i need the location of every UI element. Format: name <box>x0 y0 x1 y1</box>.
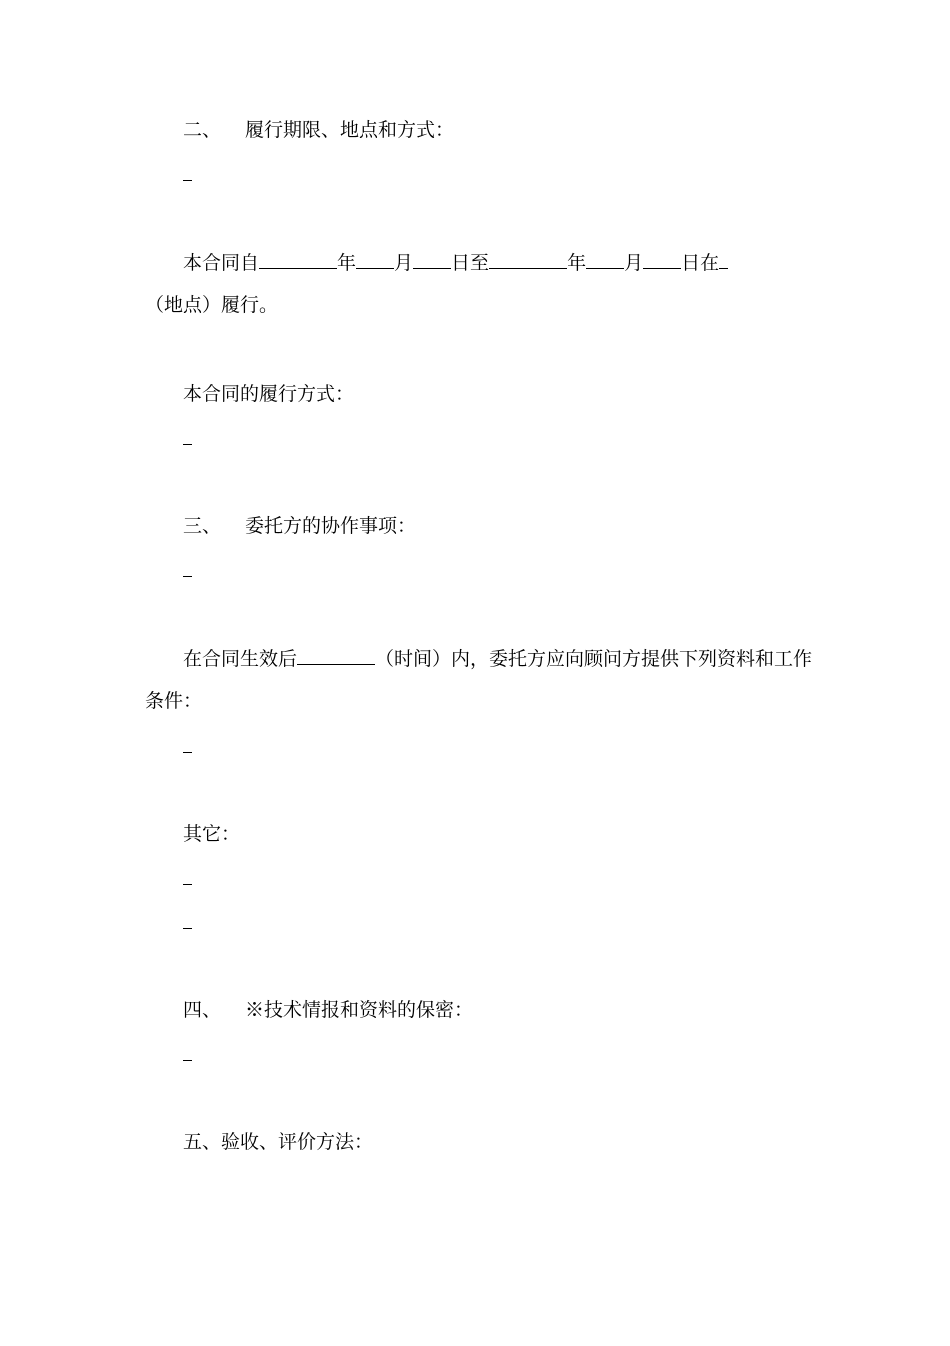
location-line: （地点）履行。 <box>145 294 279 316</box>
fill-in-blank[interactable] <box>183 426 192 445</box>
day-to-label: 日至 <box>451 252 490 274</box>
period-sentence <box>183 250 728 275</box>
fill-in-blank[interactable] <box>183 910 192 929</box>
blank-line[interactable] <box>183 734 192 759</box>
section-4-number: 四、 <box>183 999 222 1021</box>
time-blank[interactable] <box>297 646 375 665</box>
fill-in-blank[interactable] <box>183 866 192 885</box>
blank-line[interactable] <box>183 426 192 451</box>
blank-line[interactable] <box>183 558 192 583</box>
year-label-1: 年 <box>337 252 357 274</box>
start-year-blank[interactable] <box>259 250 337 269</box>
end-day-blank[interactable] <box>643 250 681 269</box>
cooperation-prefix: 在合同生效后 <box>183 648 298 670</box>
end-month-blank[interactable] <box>586 250 624 269</box>
section-2-title: 履行期限、地点和方式： <box>245 119 455 141</box>
section-4-title: ※技术情报和资料的保密： <box>245 999 474 1021</box>
method-label: 本合同的履行方式： <box>183 383 355 405</box>
start-day-blank[interactable] <box>413 250 451 269</box>
section-3-number: 三、 <box>183 515 222 537</box>
blank-line[interactable] <box>183 910 192 935</box>
blank-line[interactable] <box>183 162 192 187</box>
blank-line[interactable] <box>183 1042 192 1067</box>
fill-in-blank[interactable] <box>183 734 192 753</box>
section-3-heading <box>183 514 416 538</box>
day-at-label: 日在 <box>681 252 720 274</box>
other-label: 其它： <box>183 823 241 845</box>
location-blank[interactable] <box>719 250 728 269</box>
cooperation-continuation: 条件： <box>145 690 203 712</box>
section-5-heading: 五、验收、评价方法： <box>183 1131 374 1153</box>
month-label-1: 月 <box>394 252 414 274</box>
start-month-blank[interactable] <box>356 250 394 269</box>
section-4-heading <box>183 998 473 1022</box>
fill-in-blank[interactable] <box>183 1042 192 1061</box>
period-prefix: 本合同自 <box>183 252 260 274</box>
end-year-blank[interactable] <box>489 250 567 269</box>
blank-line[interactable] <box>183 866 192 891</box>
month-label-2: 月 <box>624 252 644 274</box>
fill-in-blank[interactable] <box>183 558 192 577</box>
section-2-number: 二、 <box>183 119 222 141</box>
year-label-2: 年 <box>567 252 587 274</box>
section-3-title: 委托方的协作事项： <box>245 515 417 537</box>
section-2-heading <box>183 118 454 142</box>
fill-in-blank[interactable] <box>183 162 192 181</box>
cooperation-sentence <box>183 646 812 671</box>
cooperation-rest: （时间）内，委托方应向顾问方提供下列资料和工作 <box>375 648 813 670</box>
